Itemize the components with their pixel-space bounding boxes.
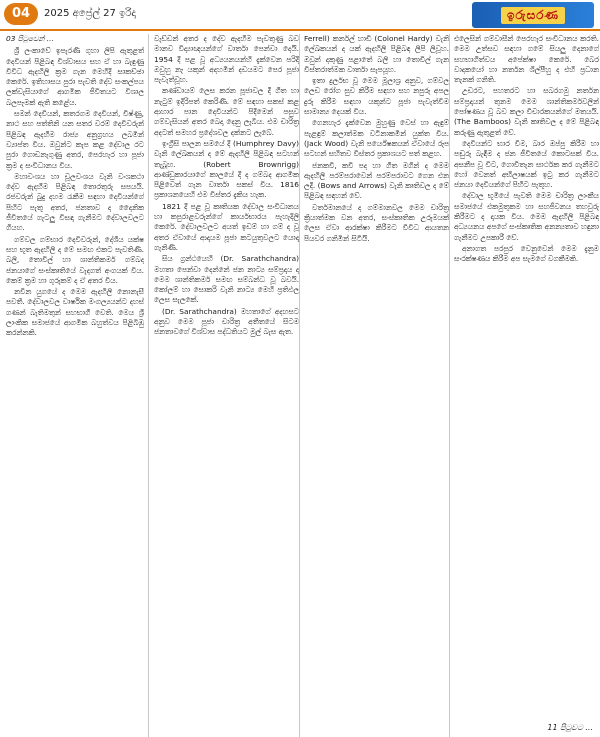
column-divider <box>299 34 300 737</box>
page-header <box>0 0 600 30</box>
paragraph: 1821 දී පළ වූ කෘතියක දේවාල සංවිධානය හා කපුරාළවරුන්ගේ කාර්යභාරය පැහැදිලි කෙරේ. දේවාලවලට අයත් ඉඩම් හා ගම් ද වූ අතර ඒවායේ ආදායම පූජා කටයුතුවලට යොදා ගැනිණි. <box>154 201 299 252</box>
paragraph: වර්තමානයේ ද ගම්මානවල මෙම චාරිත්‍ර ක්‍රියාත්මක වන අතර, සංස්කෘතික උරුමයක් ලෙස ඒවා ආරක්ෂා කිරීමට විවිධ ආයතන පියවර ගනිමින් සිටියි. <box>304 202 449 243</box>
header-divider <box>0 29 600 31</box>
paragraph: Ferrell) කර්නල් හාඩි (Colonel Hardy) වැනි ලේඛකයන් ද යක් ඇදහිලි පිළිබඳ ලිපි ලිවූහ. ඔවුන් දකුණු පළාතේ බලි හා තොවිල් ගැන විස්තරාත්මක වාර්තා සැපයූහ. <box>304 34 449 74</box>
paragraph: අනාගත පරපුර වෙනුවෙන් මෙම දැනුම සංරක්ෂණය කිරීම අප සැමගේ වගකීමකි. <box>454 243 599 264</box>
continued-from-label: 03 පිටුවෙන් ... <box>6 34 54 43</box>
masthead-text: ඉරුසරණ <box>501 7 565 24</box>
issue-date: 2025 අප්‍රේල් 27 ඉරිදා <box>44 8 136 19</box>
paragraph: ඉංග්‍රීසි පාලන සමයේ දී (Humphrey Davy) වැනි ලේඛකයන් ද මේ ඇදහිලි පිළිබඳ සටහන් තැබූහ. (Robert Brownrigg) ආණ්ඩුකාරයාගේ කාලයේ දී ද ගම්බද ආගමික පිළිවෙත් ගැන වාර්තා සකස් විය. 1816 ප්‍රකාශනයෙහි එම විස්තර දැකිය හැක. <box>154 138 299 200</box>
paragraph: ගෙනහැර දැක්වෙන මුහුණු වෙස් හා ඇඳුම් පැළඳුම් කලාත්මක වටිනාකමින් යුක්ත විය. (Jack Wood) වැනි පර්යේෂකයන් ඒවායේ රූප සටහන් සහිතව විස්තර ප්‍රකාශයට පත් කළහ. <box>304 118 449 159</box>
paragraph: සිය ග්‍රන්ථයෙහි (Dr. Sarathchandra) මහතා පෙන්වා දෙන්නේ ජන නාට්‍ය සම්ප්‍රදාය ද මෙම ශාන්තිකර්ම සමඟ සම්බන්ධ වූ බවයි. කෝලම් හා සොකරි වැනි නාට්‍ය මෙහි ප්‍රතිඵල ලෙස සැලකේ. <box>154 254 299 305</box>
paragraph: එලෙසින් ගම්වාසීන් පෙරහැර සංවිධානය කරති. මෙම උත්සව සඳහා ගමේ සියලු දෙනාගේ සහභාගිත්වය අපේක්ෂා කෙරේ. බෙර වාදකයෝ හා නර්තන ශිල්පීහු ද එහි ප්‍රධාන තැනක් ගනිති. <box>454 34 599 85</box>
paragraph: මහාවංශය හා චූලවංශය වැනි වංශකථා දේව ඇදහීම පිළිබඳ තොරතුරු සපයයි. රජවරුන් බුදු දහම රැකීම සඳහා දෙවියන්ගේ පිහිට පැතූ අතර, ජනතාව ද දෛනික ජීවිතයේ ගැටලු විසඳා ගැනීමට දේවාලවලට ගියහ. <box>6 171 144 233</box>
column-divider <box>449 34 450 737</box>
article-column-3 <box>304 34 449 737</box>
article-column-1 <box>6 34 144 737</box>
article-body <box>0 34 600 737</box>
paragraph: උඩරට, පහතරට හා සබරගමු නර්තන සම්ප්‍රදායන් තුනම මෙම ශාන්තිකර්මවලින් පෝෂණය වූ බව කලා විචාරකයන්ගේ මතයයි. (The Bamboos) වැනි කෘතිවල ද මේ පිළිබඳ කරුණු ඇතුළත් වේ. <box>454 86 599 137</box>
page-number-badge: 04 <box>4 3 38 25</box>
continued-on-label: 11 පිටුවට ... <box>547 722 593 732</box>
article-column-2 <box>154 34 299 737</box>
article-column-4 <box>454 34 599 737</box>
paragraph: කණ්ඩායම් ලෙස කරන පූජාවල දී ගීත හා නැටුම් ඉදිරිපත් කෙරිණි. මේ සඳහා සකස් කළ ආහාර පාන දෙවියන්ට පිදීමෙන් පසුව ගම්වැසියන් අතර බෙදා දෙනු ලැබීය. එම චාරිත්‍ර අදටත් සමහර ප්‍රදේශවල දක්නට ලැබේ. <box>154 86 299 137</box>
paragraph: ගම්වල ගම්භාර දෙවිවරුන්, දේශීය යක්ෂ සහ භූත ඇදහිලි ද මේ සමඟ එකට පැවතිණි. බලි, තොවිල් හා ශාන්තිකර්ම ගම්බද ජනයාගේ සංස්කෘතියේ වැදගත් අංගයක් විය. කෙම් ක්‍රම හා ගුරුකම් ද ඒ අතර විය. <box>6 234 144 285</box>
paragraph: ජනකවි, කවි පද හා ගීත මගින් ද මෙම ඇදහිලි පරම්පරාවෙන් පරම්පරාවට ගෙන එන ලදී. (Bows and Arrows) වැනි කෘතිවල ද මේ පිළිබඳ සඳහන් වේ. <box>304 160 449 201</box>
paragraph: සමන් දෙවියන්, කතරගම දෙවියන්, විෂ්ණු, නාථ සහ පත්තිනි යන සතර වරම් දෙවිවරුන් පිළිබඳ ඇදහීම රාජ්‍ය අනුග්‍රහය ලබමින් ව්‍යාප්ත විය. ඔවුන්ට කැප කළ දේවාල රට පුරා ගොඩනැගුණු අතර, පෙරහැර හා පූජා ක්‍රම ද සංවිධානය විය. <box>6 109 144 170</box>
paragraph: ශ්‍රී ලංකාවේ ඉපැරණි ගුහා ලිපි ඇතුළත් දෙවියන් පිළිබඳ විශ්වාසය සහ ඒ හා බැඳුණු විවිධ ඇදහිලි ක්‍රම ගැන මෙහිදී සාකච්ඡා කෙරේ. ඉතිහාසය පුරා පැවති දේව සංකල්පය ලක්වැසියාගේ ආගමික ජීවිතයට විශාල බලපෑමක් ඇති කළේය. <box>6 46 144 107</box>
paragraph: නවීන යුගයේ ද මෙම ඇදහිලි නොනැසී පවතී. දේවාලවල වාර්ෂික මංගල්‍යයන්ට දහස් ගණන් බැතිමතුන් සහභාගී වෙති. මෙය ශ්‍රී ලාංකික සමාජයේ ආගමික බහුත්වය පිළිබිඹු කරන්නකි. <box>6 287 144 338</box>
paragraph: දෙවියන්ට භාර වීම, බාර ඔප්පු කිරීම හා පඬුරු බැඳීම ද ජන ජීවිතයේ කොටසක් විය. අසනීප වූ විට, ගොවිතැන සාර්ථක කර ගැනීමට හෝ වෙනත් අභිලාෂයක් ඉටු කර ගැනීමට ජනයා දෙවියන්ගේ පිහිට පැතූහ. <box>454 138 599 190</box>
paragraph: (Dr. Sarathchandra) මහතාගේ අදහසට අනුව මෙම පූජා චාරිත්‍ර අතීතයේ සිටම ජනතාවගේ විශ්වාස පද්ධතියට මුල් බැස ඇත. <box>154 306 299 337</box>
masthead-logo <box>472 2 594 28</box>
paragraph: ඉතා දුර්ලභ වූ මෙම මූලාශ්‍ර අනුව, ගම්වල ලෙඩ රෝග සුව කිරීම සඳහා සහ නපුරු අපල දුරු කිරීම සඳහා යකුන්ට පූජා පැවැත්වීම සාමාන්‍ය දෙයක් විය. <box>304 76 449 117</box>
paragraph: වැඩ්ඩන් අතර ද දේව ඇදහීම පැවතුණු බව මානව විද්‍යාඥයන්ගේ වාර්තා පෙන්වා දෙයි. 1954 දී පළ වූ අධ්‍යයනයන්හි දැක්වෙන පරිදි ඔවුහු නෑ යකුන් අදහමින් දඩයමට පෙර පූජා පැවැත්වූහ. <box>154 34 299 85</box>
column-divider <box>148 34 149 737</box>
paragraph: දේවාල භූමියේ පැවති මෙම චාරිත්‍ර ලාංකීය සමාජයේ එකමුතුකම හා සහජීවනය තහවුරු කිරීමට ද දායක විය. මෙම ඇදහිලි පිළිබඳ අධ්‍යයනය අපගේ සංස්කෘතික අනන්‍යතාව හඳුනා ගැනීමට උපකාරී වේ. <box>454 191 599 242</box>
